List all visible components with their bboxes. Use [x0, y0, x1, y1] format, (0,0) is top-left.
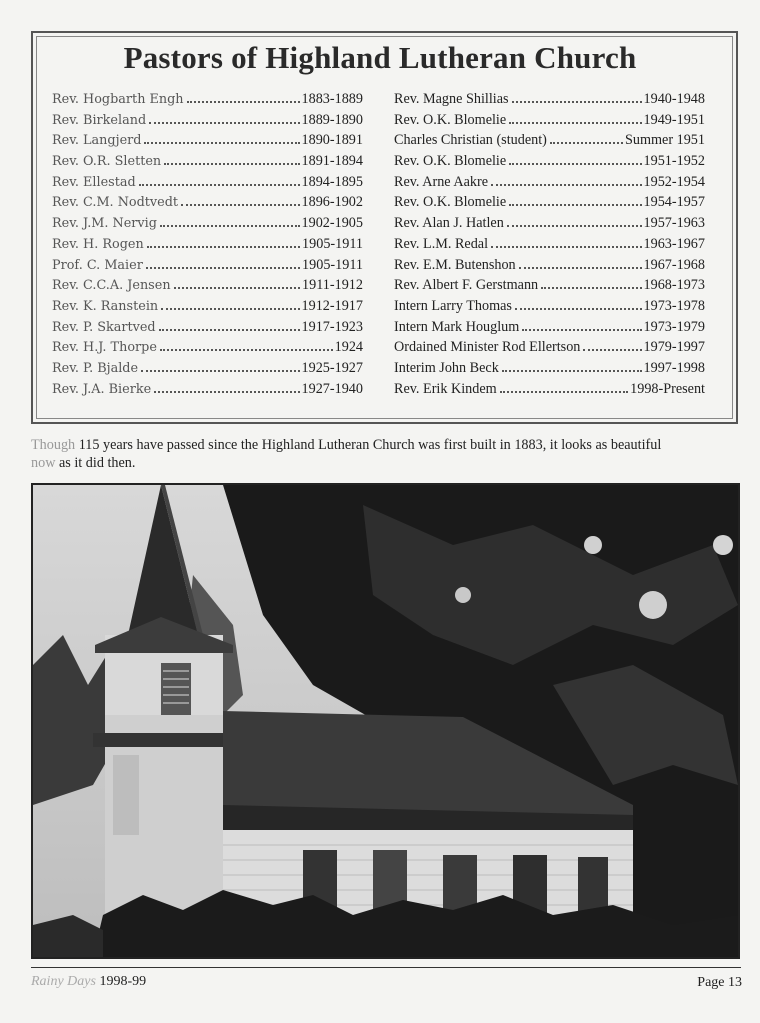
leader-dots [154, 391, 299, 393]
pastor-years: 1940-1948 [643, 91, 705, 107]
leader-dots [583, 349, 641, 351]
pastor-entry [52, 360, 363, 381]
leader-dots [515, 308, 642, 310]
pastor-years: 1925-1927 [301, 359, 363, 376]
pastor-entry [52, 381, 363, 402]
magazine-name: Rainy Days [31, 974, 96, 989]
pastor-entry [394, 153, 705, 174]
leader-dots [500, 391, 628, 393]
photo-caption [31, 436, 743, 472]
pastor-entry [52, 174, 363, 195]
leader-dots [147, 246, 300, 248]
pastor-entry [394, 360, 705, 381]
caption-text-2: as it did then. [55, 455, 136, 471]
leader-dots [181, 204, 299, 206]
leader-dots [174, 287, 300, 289]
pastor-years: 1954-1957 [643, 194, 705, 211]
pastor-years: 1905-1911 [302, 256, 363, 273]
pastor-name: Rev. C.C.A. Jensen [52, 278, 171, 294]
pastor-years: 1883-1889 [301, 91, 363, 107]
pastor-name: Rev. Hogbarth Engh [52, 92, 184, 107]
page-number: Page 13 [697, 975, 742, 990]
leader-dots [161, 308, 299, 310]
pastor-years: 1952-1954 [643, 173, 705, 190]
leader-dots [141, 370, 299, 372]
pastor-entry [394, 381, 705, 402]
pastor-name: Rev. Erik Kindem [394, 380, 497, 397]
pastor-entry [52, 257, 363, 278]
pastor-name: Rev. H. Rogen [52, 236, 144, 252]
pastor-years: 1911-1912 [302, 277, 363, 294]
pastor-years: 1891-1894 [301, 153, 363, 170]
pastor-years: 1949-1951 [643, 111, 705, 128]
pastors-list-left [52, 91, 363, 401]
pastor-entry [394, 319, 705, 340]
pastor-entry [52, 277, 363, 298]
pastor-entry [394, 339, 705, 360]
leader-dots [509, 204, 641, 206]
issue-years: 1998-99 [95, 974, 147, 989]
pastor-years: 1927-1940 [301, 380, 363, 397]
pastor-name: Rev. O.K. Blomelie [394, 111, 507, 128]
page-title: Pastors of Highland Lutheran Church [123, 40, 637, 75]
pastor-entry [52, 319, 363, 340]
pastor-name: Rev. J.M. Nervig [52, 216, 157, 232]
leader-dots [491, 246, 641, 248]
pastor-name: Rev. Magne Shillias [394, 91, 509, 107]
pastor-name: Intern Mark Houglum [394, 318, 520, 335]
pastor-entry [52, 215, 363, 236]
pastor-years: 1968-1973 [643, 277, 705, 294]
leader-dots [139, 184, 300, 186]
pastor-entry [52, 91, 363, 112]
pastor-years: 1924 [334, 339, 363, 356]
pastor-years: 1912-1917 [301, 297, 363, 314]
pastor-entry [52, 194, 363, 215]
pastor-name: Prof. C. Maier [52, 257, 143, 273]
leader-dots [146, 267, 300, 269]
pastor-entry [394, 174, 705, 195]
pastor-years: 1973-1979 [643, 318, 705, 335]
pastor-entry [394, 277, 705, 298]
pastor-entry [52, 132, 363, 153]
church-photo [31, 483, 740, 959]
pastor-name: Rev. P. Bjalde [52, 360, 139, 376]
leader-dots [502, 370, 642, 372]
pastor-years: 1979-1997 [643, 339, 705, 356]
pastors-list-right [394, 91, 705, 401]
pastor-name: Rev. P. Skartved [52, 319, 156, 335]
pastor-entry [52, 339, 363, 360]
pastor-entry [394, 257, 705, 278]
leader-dots [522, 329, 641, 331]
pastor-entry [52, 153, 363, 174]
pastor-entry [394, 215, 705, 236]
caption-lead-2: now [31, 455, 56, 471]
leader-dots [509, 163, 641, 165]
pastor-entry [394, 194, 705, 215]
pastor-years: 1963-1967 [643, 235, 705, 252]
leader-dots [164, 163, 299, 165]
pastor-years: 1951-1952 [643, 153, 705, 170]
pastor-entry [52, 298, 363, 319]
pastor-entry [394, 236, 705, 257]
pastor-name: Rev. Arne Aakre [394, 173, 489, 190]
pastor-years: 1997-1998 [643, 359, 705, 376]
leader-dots [187, 101, 300, 103]
footer-divider [31, 967, 741, 968]
pastor-years: 1896-1902 [301, 194, 363, 211]
leader-dots [507, 225, 642, 227]
pastor-years: 1894-1895 [301, 173, 363, 190]
leader-dots [159, 329, 300, 331]
caption-lead: Though [31, 437, 76, 453]
pastor-years: 1905-1911 [302, 235, 363, 252]
pastor-name: Rev. O.K. Blomelie [394, 153, 507, 170]
pastor-name: Rev. J.A. Bierke [52, 381, 152, 397]
pastor-years: 1889-1890 [301, 111, 363, 128]
pastor-entry [394, 298, 705, 319]
pastor-name: Rev. Ellestad [52, 174, 136, 190]
pastor-years: 1917-1923 [301, 318, 363, 335]
pastor-entry [394, 132, 705, 153]
pastor-name: Ordained Minister Rod Ellertson [394, 339, 581, 356]
pastor-name: Intern Larry Thomas [394, 297, 512, 314]
pastor-name: Rev. Birkeland [52, 112, 147, 128]
pastor-name: Rev. C.M. Nodtvedt [52, 195, 179, 211]
pastor-years: 1957-1963 [643, 215, 705, 232]
leader-dots [160, 225, 300, 227]
pastor-years: 1902-1905 [301, 215, 363, 232]
caption-text-1: 115 years have passed since the Highland Lutheran Church was first built in 1883, it looks as beautiful [75, 437, 662, 453]
pastor-name: Rev. O.R. Sletten [52, 154, 162, 170]
leader-dots [550, 142, 623, 144]
pastor-name: Charles Christian (student) [394, 132, 547, 149]
pastor-name: Rev. K. Ranstein [52, 298, 159, 314]
pastor-name: Rev. Langjerd [52, 133, 142, 149]
pastor-name: Rev. Albert F. Gerstmann [394, 277, 539, 294]
leader-dots [541, 287, 641, 289]
pastor-name: Rev. Alan J. Hatlen [394, 215, 504, 232]
leader-dots [160, 349, 333, 351]
pastor-name: Rev. L.M. Redal [394, 235, 489, 252]
pastor-years: 1973-1978 [643, 297, 705, 314]
pastor-years: Summer 1951 [625, 132, 705, 149]
pastor-name: Interim John Beck [394, 359, 499, 376]
leader-dots [519, 267, 642, 269]
pastor-years: 1998-Present [630, 380, 705, 397]
footer-issue [31, 974, 146, 990]
leader-dots [144, 142, 299, 144]
pastor-years: 1967-1968 [643, 256, 705, 273]
leader-dots [149, 122, 299, 124]
pastor-entry [52, 236, 363, 257]
pastor-entry [52, 112, 363, 133]
pastor-name: Rev. O.K. Blomelie [394, 194, 507, 211]
pastor-entry [394, 91, 705, 112]
pastor-entry [394, 112, 705, 133]
leader-dots [509, 122, 641, 124]
leader-dots [491, 184, 641, 186]
leader-dots [512, 101, 642, 103]
pastor-name: Rev. H.J. Thorpe [52, 340, 157, 356]
pastor-years: 1890-1891 [301, 132, 363, 149]
pastor-name: Rev. E.M. Butenshon [394, 256, 516, 273]
